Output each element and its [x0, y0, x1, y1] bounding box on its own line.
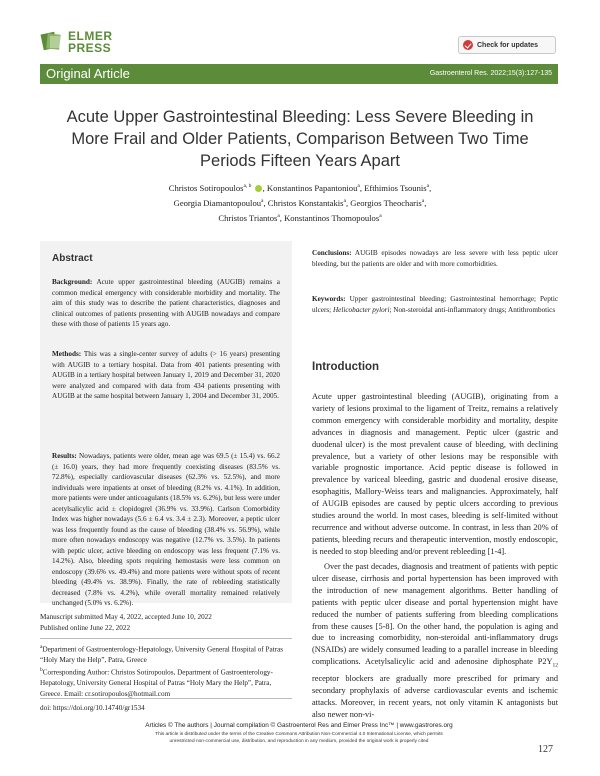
- abstract-box: [40, 241, 292, 607]
- intro-paragraph-2: [312, 561, 558, 720]
- author-affil: a: [261, 197, 264, 204]
- background-text: Acute upper gastrointestinal bleeding (AUGIB) remains a common medical emergency with considerable morbidity and mortality. The aim of this study was to describe the patient characteristics, diagnoses and clinical outcomes of patients presenting with AUGIB nowadays and compare these with those of patients 15 years ago.: [52, 278, 280, 328]
- divider: [40, 638, 292, 639]
- logo-line-1: ELMER: [68, 29, 113, 43]
- keywords-text: Upper gastrointestinal bleeding; Gastrointestinal hemorrhage; Peptic ulcers;: [312, 295, 559, 314]
- methods-text: This was a single-center survey of adults (> 16 years) presenting with AUGIB to a tertiary hospital. Data from 401 patients presenting with AUGIB in a tertiary hospital between January 1, 2019 and December 31, 2020 were analyzed and compared with data from 434 patients presenting with AUGIB at the same hospital between January 1, 2004 and December 31, 2005.: [52, 350, 280, 400]
- logo-line-2: PRESS: [68, 41, 112, 55]
- abstract-heading: Abstract: [52, 253, 93, 264]
- submitted-date: Manuscript submitted May 4, 2022, accepted June 10, 2022: [40, 613, 212, 621]
- affiliation-a: Department of Gastroenterology-Hepatology, University General Hospital of Patras “Holy Mary the Help”, Patra, Greece: [40, 645, 284, 664]
- published-date: Published online June 22, 2022: [40, 623, 131, 632]
- affiliation-b: Corresponding Author: Christos Sotiropoulos, Department of Gastroenterology-Hepatology, University General Hospital of Patras “Holy Mary the Help”, Patra, Greece. Email: cr.sotiropoulos@hotmail.com: [40, 668, 273, 698]
- footer-copyright: Articles © The authors | Journal compilation © Gastroenterol Res and Elmer Press Inc™ | www.gastrores.org: [145, 722, 453, 729]
- author-list: Christos Sotiropoulos$^{a, b}$ , Konstantinos Papantoniou$^a$, Efthimios Tsounis$^a$, Georgia Diamantopoulou$^a$, Christos Konstantakis$^a$, Georgios Theocharis$^a$, Christos Triantos$^a$, Konstantinos Thomopoulos$^a$: [168, 182, 432, 223]
- background-label: Background:: [52, 278, 93, 286]
- author-affil: a: [357, 183, 360, 189]
- intro-p2-text: receptor blockers are gradually more prescribed for primary and secondary prophylaxis of adverse cardiovascular events and ischemic attacks. Moreover, in recent years, not only vitamin K antagonists but also newer non-vi-: [312, 673, 558, 719]
- author-affil: a: [343, 197, 346, 204]
- author-name: Georgia Diamantopoulou: [173, 197, 262, 208]
- author-name: , Konstantinos Papantoniou: [262, 182, 358, 193]
- author-affil: a: [421, 197, 425, 204]
- results-text: Nowadays, patients were older, mean age was 69.5 (± 15.4) vs. 66.2 (± 16.0) years, they had more frequently coexisting diseases (83.5% vs. 72.8%), especially cardiovascular diseases (62.3% vs. 52.5%), and more individuals were inpatients at onset of bleeding (8.2% vs. 4.1%). In addition, more patients were under anticoagulants (18.5% vs. 6.2%), but less were under acetylsalicylic acid ± clopidogrel (36.9% vs. 33.9%). Carlson Comorbidity Index was higher nowadays (5.6 ± 6.4 vs. 3.4 ± 2.3). Moreover, a peptic ulcer was less frequently found as the cause of bleeding (38.4% vs. 56.9%), while more often nowadays endoscopy was negative (12.7% vs. 3.5%). In patients with peptic ulcer, active bleeding on endoscopy was less frequent (7.1% vs. 14.2%). Also, bleeding spots requiring hemostasis were less common on endoscopy (39.6% vs. 49.4%) and more patients were without spots of recent bleeding (49.4% vs. 38.9%). Finally, the rate of rebleeding statistically decreased (7.8% vs. 4.2%), while overall mortality remained relatively unchanged (5.0% vs. 6.2%).: [52, 452, 280, 607]
- section-banner: [40, 64, 558, 84]
- publisher-logo: [40, 30, 130, 66]
- introduction-heading: Introduction: [312, 361, 380, 373]
- author-name: , Efthimios Tsounis: [359, 182, 427, 193]
- affiliations: $^a$Department of Gastroenterology-Hepatology, University General Hospital of Patras “Holy Mary the Help”, Patra, Greece $^b$Corresponding Author: Christos Sotiropoulos, Department of Gastroenterology-Hepatology, University General Hospital of Patras “Holy Mary the Help”, Patra, Greece. Email: cr.sotiropoulos@hotmail.com: [40, 644, 284, 698]
- check-for-updates-button[interactable]: [458, 36, 556, 54]
- author-name: , Konstantinos Thomopoulos: [279, 212, 380, 223]
- license-line-1: This article is distributed under the terms of the Creative Commons Attribution Non-Commercial 4.0 International License, which permits: [155, 732, 443, 737]
- footer-license: [40, 731, 558, 745]
- abstract-results: [52, 451, 280, 609]
- results-label: Results:: [52, 452, 77, 460]
- intro-p2-text: Over the past decades, diagnosis and treatment of patients with peptic ulcer disease, cirrhosis and portal hypertension has been improved with the introduction of new management algorithms. Better handling of patients with peptic ulcer disease and portal hypertension might have reduced the number of patients suffering from bleeding complications from these causes [5-8]. On the other hand, the population is aging and due to increasing comorbidity, non-steroidal anti-inflammatory drugs (NSAIDs) are widely consumed leading to a parallel increase in bleeding complications. Acetylsalicylic acid and adenosine diphosphate P2Y: [312, 562, 558, 667]
- keywords: [312, 294, 558, 315]
- page-number: 127: [538, 744, 553, 755]
- author-affil: a: [277, 212, 280, 219]
- keywords-text: ; Non-steroidal anti-inflammatory drugs; Antithrombotics: [389, 305, 556, 314]
- orcid-icon[interactable]: [255, 185, 262, 192]
- conclusions-label: Conclusions:: [312, 249, 352, 257]
- intro-paragraph-1: Acute upper gastrointestinal bleeding (AUGIB), originating from a variety of lesions proximal to the ligament of Treitz, remains a relatively common emergency with considerable morbidity and mortality, despite advances in diagnosis and management. Peptic ulcer (gastric and duodenal ulcer) is the most prevalent cause of bleeding, with declining prevalence, but a variety of other lesions may be responsible with variable prognostic importance. Acid peptic disease is followed in prevalence by variceal bleeding, gastric and duodenal erosive disease, esophagitis, Mallory-Weiss tears and malignancies. Approximately, half of AUGIB episodes are caused by peptic ulcers according to previous studies around the world. In most cases, bleeding is self-limited without recurrence and without adverse outcome. In contrast, in less than 20% of patients, bleeding recurs and therapeutic intervention, mostly endoscopic, is needed to stop bleeding and/or prevent rebleeding [1-4].: [312, 392, 558, 556]
- article-title: Acute Upper Gastrointestinal Bleeding: Less Severe Bleeding in More Frail and Older Patients, Comparison Between Two Time Periods Fifteen Years Apart: [66, 108, 534, 170]
- divider: [40, 698, 292, 699]
- doi-link[interactable]: doi: https://doi.org/10.14740/gr1534: [40, 704, 145, 712]
- license-line-2: unrestricted non-commercial use, distribution, and reproduction in any medium, provided the original work is properly cited: [169, 739, 429, 744]
- keywords-italic: Helicobacter pylori: [332, 305, 390, 314]
- intro-p2-subscript: 12: [552, 662, 558, 669]
- conclusions-text: AUGIB episodes nowadays are less severe with less peptic ulcer bleeding, but the patients are older and with more comorbidities.: [312, 249, 558, 268]
- methods-label: Methods:: [52, 350, 82, 358]
- author-name: Christos Sotiropoulos: [168, 182, 244, 193]
- check-updates-icon: [463, 40, 473, 50]
- abstract-background: [52, 277, 280, 330]
- submission-dates: [40, 612, 292, 633]
- journal-citation: Gastroenterol Res. 2022;15(3):127-135: [429, 70, 552, 77]
- section-label: Original Article: [46, 66, 130, 81]
- author-affil: a: [426, 183, 430, 189]
- abstract-conclusions: [312, 248, 558, 269]
- author-affil: a: [379, 212, 382, 219]
- author-name: , Christos Konstantakis: [263, 197, 344, 208]
- elmer-press-logo-icon: [40, 30, 64, 52]
- author-affil: a, b: [243, 183, 252, 189]
- author-name: Christos Triantos: [218, 212, 278, 223]
- abstract-methods: [52, 349, 280, 402]
- author-name: , Georgios Theocharis: [345, 197, 422, 208]
- check-updates-label: Check for updates: [477, 41, 539, 49]
- keywords-label: Keywords:: [312, 295, 346, 303]
